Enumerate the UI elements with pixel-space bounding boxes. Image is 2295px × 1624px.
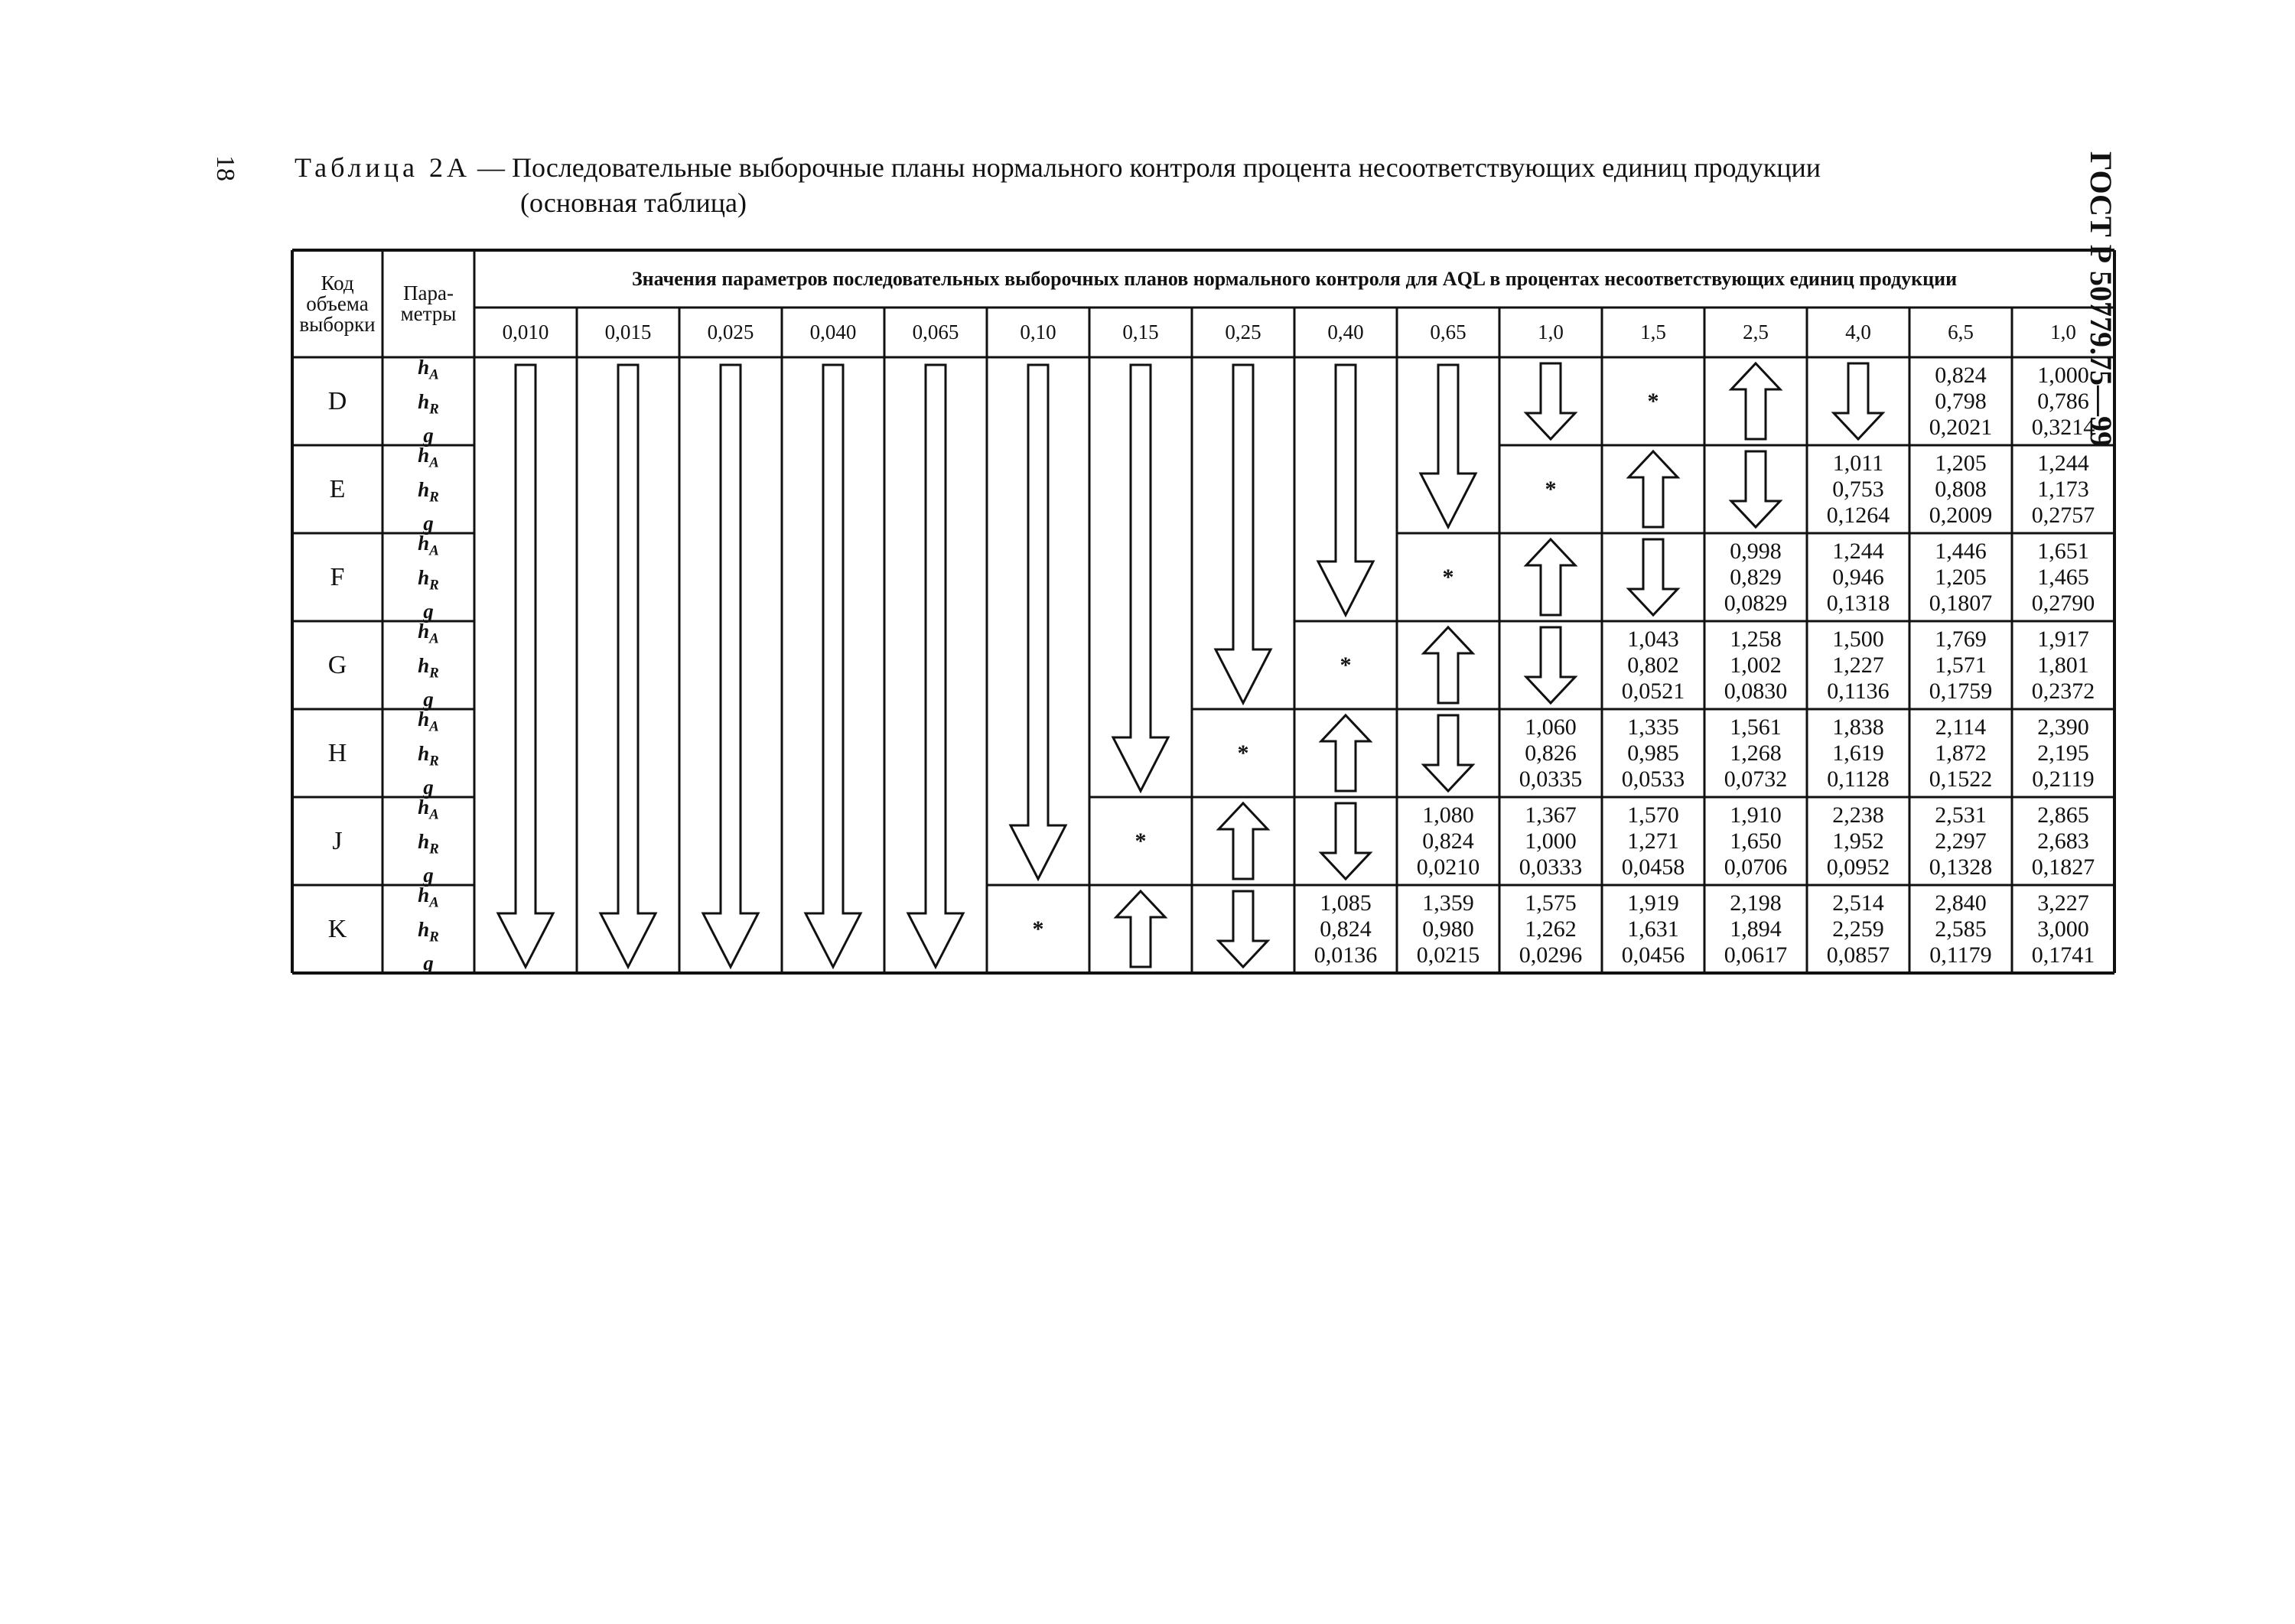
- value-line: 1,571: [1935, 652, 1987, 678]
- value-line: 3,000: [2037, 916, 2089, 942]
- value-line: 1,769: [1935, 626, 1987, 652]
- value-line: 1,080: [1422, 802, 1474, 828]
- value-line: 0,0521: [1621, 678, 1685, 704]
- value-cell: [2012, 709, 2114, 797]
- page-number: 18: [211, 155, 239, 181]
- params-column-header: Пара-метры: [400, 282, 457, 325]
- param-symbols: $h_A$ $h_R$ g: [418, 884, 439, 975]
- value-line: 1,244: [2037, 450, 2089, 476]
- value-cell: [1807, 533, 1909, 621]
- value-line: 1,575: [1525, 890, 1577, 916]
- aql-header-cell: 0,25: [1225, 321, 1261, 343]
- sample-size-code: E: [329, 474, 346, 503]
- value-line: 2,683: [2037, 828, 2089, 854]
- value-line: 1,085: [1320, 890, 1372, 916]
- value-line: 0,2009: [1929, 502, 1993, 528]
- value-line: 2,585: [1935, 916, 1987, 942]
- value-line: 1,894: [1730, 916, 1782, 942]
- param-symbols: $h_A$ $h_R$ g: [418, 532, 439, 623]
- value-cell: [1499, 885, 1602, 973]
- value-cell: [1704, 709, 1807, 797]
- value-cell: [1807, 885, 1909, 973]
- value-line: 1,060: [1525, 714, 1577, 740]
- value-cell: [1294, 885, 1397, 973]
- value-line: 0,1827: [2031, 854, 2095, 880]
- value-cell: [1397, 885, 1499, 973]
- value-cell: [2012, 797, 2114, 885]
- table-caption: [295, 150, 1821, 220]
- value-cell: [1807, 621, 1909, 709]
- value-line: 1,631: [1627, 916, 1679, 942]
- aql-header-cell: 0,025: [707, 321, 754, 343]
- caption-label: Таблица 2А: [295, 152, 470, 183]
- value-line: 1,650: [1730, 828, 1782, 854]
- value-line: 0,946: [1832, 564, 1884, 590]
- value-line: 1,910: [1730, 802, 1782, 828]
- value-line: 1,651: [2037, 538, 2089, 564]
- value-cell: [2012, 533, 2114, 621]
- aql-header-cell: 4,0: [1845, 321, 1871, 343]
- value-line: 1,271: [1627, 828, 1679, 854]
- value-line: 0,0706: [1724, 854, 1788, 880]
- aql-header-cell: 6,5: [1948, 321, 1974, 343]
- sample-size-code: F: [330, 562, 345, 591]
- value-line: 0,0210: [1416, 854, 1480, 880]
- value-line: 0,0829: [1724, 590, 1788, 616]
- value-line: 0,0215: [1416, 942, 1480, 968]
- value-line: 3,227: [2037, 890, 2089, 916]
- asterisk-cell: *: [1032, 916, 1044, 942]
- value-line: 0,1328: [1929, 854, 1993, 880]
- value-line: 0,826: [1525, 740, 1577, 766]
- value-cell: [1499, 797, 1602, 885]
- asterisk-cell: *: [1545, 476, 1557, 502]
- value-line: 0,786: [2037, 388, 2089, 414]
- aql-header-cell: 0,15: [1122, 321, 1159, 343]
- value-line: 2,840: [1935, 890, 1987, 916]
- value-line: 0,0136: [1314, 942, 1378, 968]
- value-line: 0,1264: [1826, 502, 1890, 528]
- value-line: 1,000: [1525, 828, 1577, 854]
- code-column-header: Код объема выборки: [299, 271, 376, 336]
- value-cell: [1704, 797, 1807, 885]
- value-cell: [1807, 709, 1909, 797]
- value-line: 0,2757: [2031, 502, 2095, 528]
- value-line: 1,000: [2037, 362, 2089, 388]
- value-line: 1,335: [1627, 714, 1679, 740]
- value-line: 0,0335: [1519, 766, 1583, 792]
- value-line: 2,514: [1832, 890, 1884, 916]
- value-cell: [1909, 797, 2012, 885]
- sample-size-code: D: [327, 386, 347, 415]
- aql-header-cell: 0,010: [502, 321, 549, 343]
- table-cells: [292, 250, 2114, 973]
- value-line: 1,446: [1935, 538, 1987, 564]
- value-line: 1,011: [1832, 450, 1884, 476]
- value-line: 0,824: [1320, 916, 1372, 942]
- param-symbols: $h_A$ $h_R$ g: [418, 356, 439, 447]
- value-line: 1,500: [1832, 626, 1884, 652]
- value-line: 1,262: [1525, 916, 1577, 942]
- value-cell: [2012, 357, 2114, 445]
- value-line: 1,570: [1627, 802, 1679, 828]
- value-cell: [1602, 885, 1704, 973]
- value-line: 1,872: [1935, 740, 1987, 766]
- value-line: 0,2021: [1929, 414, 1993, 440]
- value-line: 0,1136: [1827, 678, 1890, 704]
- value-line: 1,258: [1730, 626, 1782, 652]
- value-line: 1,244: [1832, 538, 1884, 564]
- value-line: 1,002: [1730, 652, 1782, 678]
- value-cell: [1602, 797, 1704, 885]
- asterisk-cell: *: [1340, 652, 1352, 678]
- value-line: 0,802: [1627, 652, 1679, 678]
- aql-header-cell: 0,10: [1020, 321, 1056, 343]
- value-line: 0,3214: [2031, 414, 2095, 440]
- value-line: 2,531: [1935, 802, 1987, 828]
- value-line: 0,824: [1422, 828, 1474, 854]
- asterisk-cell: *: [1442, 564, 1454, 590]
- caption-text-line1: — Последовательные выборочные планы нормального контроля процента несоответствующих единиц продукции: [470, 152, 1821, 183]
- value-line: 1,359: [1422, 890, 1474, 916]
- value-line: 1,043: [1627, 626, 1679, 652]
- aql-header-cell: 0,065: [912, 321, 959, 343]
- value-line: 0,985: [1627, 740, 1679, 766]
- value-line: 2,198: [1730, 890, 1782, 916]
- sample-size-code: K: [327, 914, 347, 943]
- aql-header-cell: 1,0: [1538, 321, 1564, 343]
- value-cell: [1807, 445, 1909, 533]
- value-line: 0,0333: [1519, 854, 1583, 880]
- aql-header-cell: 1,5: [1640, 321, 1666, 343]
- value-cell: [1909, 445, 2012, 533]
- value-line: 0,798: [1935, 388, 1987, 414]
- value-line: 0,1807: [1929, 590, 1993, 616]
- value-line: 1,838: [1832, 714, 1884, 740]
- value-line: 1,919: [1627, 890, 1679, 916]
- value-cell: [1704, 885, 1807, 973]
- value-line: 2,259: [1832, 916, 1884, 942]
- value-line: 0,0617: [1724, 942, 1788, 968]
- value-line: 0,1128: [1827, 766, 1890, 792]
- sampling-plans-table: [292, 250, 2114, 973]
- aql-header-cell: 0,040: [809, 321, 857, 343]
- value-line: 1,173: [2037, 476, 2089, 502]
- value-cell: [2012, 445, 2114, 533]
- value-line: 0,1318: [1826, 590, 1890, 616]
- value-line: 0,1179: [1929, 942, 1992, 968]
- value-line: 0,0456: [1621, 942, 1685, 968]
- sample-size-code: J: [332, 826, 343, 855]
- value-cell: [1909, 533, 2012, 621]
- value-line: 0,808: [1935, 476, 1987, 502]
- value-cell: [1602, 709, 1704, 797]
- aql-span-header: Значения параметров последовательных выборочных планов нормального контроля для AQL в процентах несоответствующих единиц продукции: [631, 268, 1958, 290]
- asterisk-cell: *: [1134, 828, 1147, 854]
- value-line: 2,238: [1832, 802, 1884, 828]
- value-line: 2,114: [1935, 714, 1987, 740]
- value-line: 1,205: [1935, 564, 1987, 590]
- param-symbols: $h_A$ $h_R$ g: [418, 444, 439, 535]
- value-line: 1,227: [1832, 652, 1884, 678]
- value-line: 0,998: [1730, 538, 1782, 564]
- value-line: 2,195: [2037, 740, 2089, 766]
- value-line: 2,865: [2037, 802, 2089, 828]
- sample-size-code: G: [327, 650, 347, 679]
- value-cell: [1397, 797, 1499, 885]
- value-line: 0,824: [1935, 362, 1987, 388]
- document-code: ГОСТ Р 50779.75—99: [2084, 151, 2118, 447]
- value-line: 0,1522: [1929, 766, 1993, 792]
- value-line: 1,268: [1730, 740, 1782, 766]
- value-line: 0,0952: [1826, 854, 1890, 880]
- value-line: 1,952: [1832, 828, 1884, 854]
- value-line: 0,0533: [1621, 766, 1685, 792]
- asterisk-cell: *: [1237, 740, 1249, 766]
- value-cell: [1909, 621, 2012, 709]
- value-line: 1,367: [1525, 802, 1577, 828]
- value-cell: [2012, 621, 2114, 709]
- aql-header-cell: 0,65: [1430, 321, 1467, 343]
- value-line: 0,980: [1422, 916, 1474, 942]
- value-cell: [1807, 797, 1909, 885]
- value-line: 0,829: [1730, 564, 1782, 590]
- aql-header-cell: 2,5: [1743, 321, 1769, 343]
- aql-header-cell: 1,0: [2050, 321, 2076, 343]
- aql-header-cell: 0,40: [1327, 321, 1364, 343]
- value-cell: [2012, 885, 2114, 973]
- value-line: 1,801: [2037, 652, 2089, 678]
- value-cell: [1704, 533, 1807, 621]
- param-symbols: $h_A$ $h_R$ g: [418, 796, 439, 887]
- value-cell: [1909, 709, 2012, 797]
- value-line: 0,1741: [2031, 942, 2095, 968]
- asterisk-cell: *: [1647, 388, 1659, 414]
- value-line: 1,465: [2037, 564, 2089, 590]
- param-symbols: $h_A$ $h_R$ g: [418, 620, 439, 711]
- value-line: 2,297: [1935, 828, 1987, 854]
- value-line: 2,390: [2037, 714, 2089, 740]
- value-line: 0,0830: [1724, 678, 1788, 704]
- value-cell: [1704, 621, 1807, 709]
- value-line: 0,753: [1832, 476, 1884, 502]
- value-line: 0,0857: [1826, 942, 1890, 968]
- aql-header-cell: 0,015: [604, 321, 652, 343]
- value-line: 0,2119: [2032, 766, 2095, 792]
- value-line: 0,2790: [2031, 590, 2095, 616]
- value-line: 1,205: [1935, 450, 1987, 476]
- value-cell: [1909, 357, 2012, 445]
- sample-size-code: H: [327, 738, 347, 767]
- value-line: 0,0296: [1519, 942, 1583, 968]
- param-symbols: $h_A$ $h_R$ g: [418, 708, 439, 799]
- value-cell: [1909, 885, 2012, 973]
- value-cell: [1499, 709, 1602, 797]
- value-line: 0,0458: [1621, 854, 1685, 880]
- value-line: 0,2372: [2031, 678, 2095, 704]
- value-line: 0,1759: [1929, 678, 1993, 704]
- value-line: 0,0732: [1724, 766, 1788, 792]
- value-line: 1,917: [2037, 626, 2089, 652]
- caption-text-line2: (основная таблица): [520, 187, 747, 218]
- value-line: 1,619: [1832, 740, 1884, 766]
- value-cell: [1602, 621, 1704, 709]
- value-line: 1,561: [1730, 714, 1782, 740]
